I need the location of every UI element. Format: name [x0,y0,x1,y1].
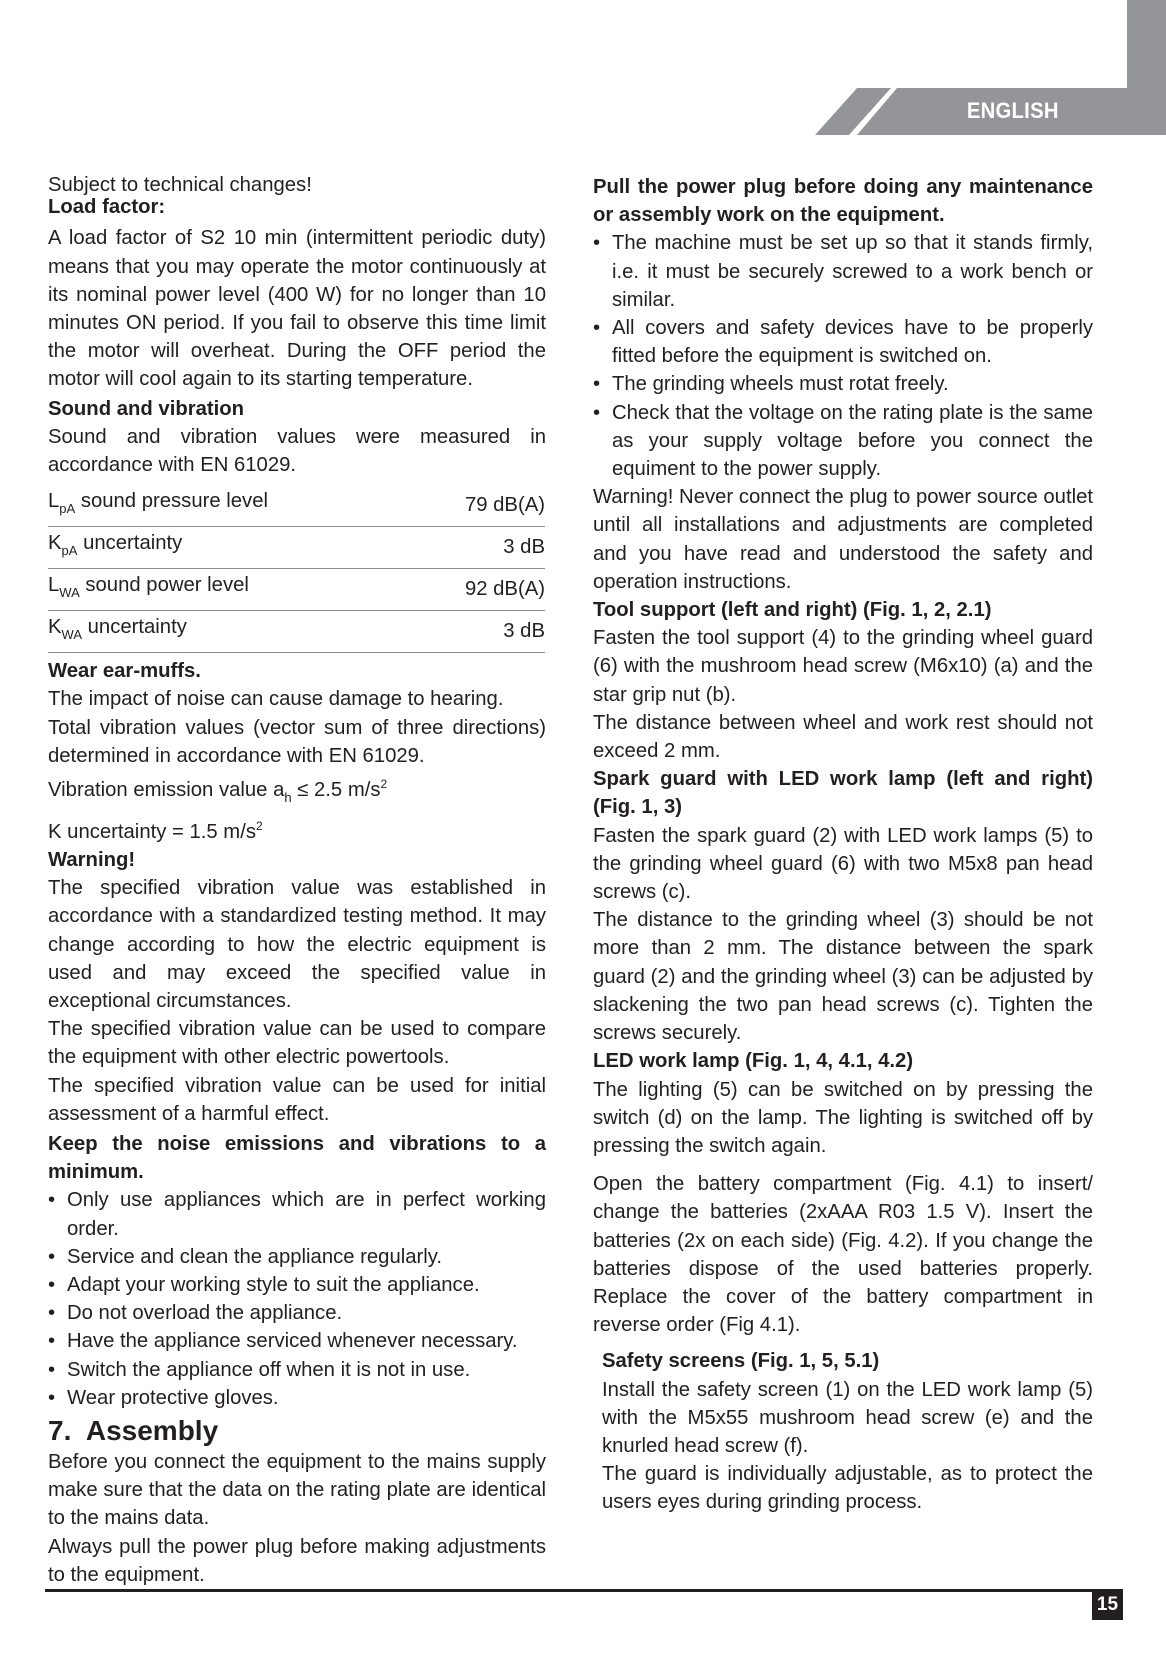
tool-support-p1: Fasten the tool support (4) to the grinding wheel guard (6) with the mushroom head screw (M6x10) (a) and the star grip nut (b). [593,627,1093,706]
led-lamp-p2: Open the battery compartment (Fig. 4.1) to insert/ change the batteries (2xAAA R03 1.5 V). Insert the batteries (2x on each side) (Fig. 4.2). If you change the batteries dispose of the used batteries properly. Replace the cover of the battery compartment in reverse order (Fig 4.1). [593,1173,1093,1337]
vib-value: ≤ 2.5 m/s [291,778,381,801]
list-item: • Do not overload the appliance. [48,1299,546,1327]
symbol: K [48,616,62,639]
vib-label: Vibration emission value a [48,778,285,801]
led-lamp-p1: The lighting (5) can be switched on by pressing the switch (d) on the lamp. The lighting is switched off by pressing the switch again. [593,1078,1093,1157]
subject-note: Subject to technical changes! [48,174,312,196]
vib-superscript: 2 [380,777,388,792]
power-warning: Warning! Never connect the plug to power source outlet until all installations and adjustments are completed and you have read and understood the safety and operation instructions. [593,486,1093,593]
row-value: 3 dB [412,527,545,569]
table-row [48,485,545,527]
warning-heading: Warning! [48,848,136,871]
minimize-list [48,1186,546,1412]
pull-plug-heading: Pull the power plug before doing any maintenance or assembly work on the equipment. [593,176,1093,227]
safety-screens-p2: The guard is individually adjustable, as to protect the users eyes during grinding process. [602,1463,1093,1514]
warning-p2: The specified vibration value can be used to compare the equipment with other electric powertools. [48,1018,546,1069]
minimize-heading: Keep the noise emissions and vibrations to a minimum. [48,1133,546,1184]
earmuffs-line2: Total vibration values (vector sum of three directions) determined in accordance with EN 61029. [48,716,546,767]
symbol: L [48,574,60,597]
table-row [48,569,545,611]
pull-plug-list [593,229,1093,483]
sound-vibration-heading: Sound and vibration [48,397,245,420]
language-label: ENGLISH [966,98,1059,123]
page-number: 15 [1092,1589,1123,1620]
list-item: • Wear protective gloves. [48,1384,546,1412]
earmuffs-heading: Wear ear-muffs. [48,660,201,683]
assembly-p1: Before you connect the equipment to the mains supply make sure that the data on the rating plate are identical to the mains data. [48,1451,546,1530]
symbol-subscript: WA [61,627,82,643]
row-label: sound power level [85,574,249,597]
list-item: • Switch the appliance off when it is not in use. [48,1356,546,1384]
load-factor-heading: Load factor: [48,196,166,219]
assembly-heading: 7. Assembly [48,1415,219,1447]
k-uncertainty [48,812,546,846]
k-label: K uncertainty = 1.5 m/s [48,820,256,843]
list-item: • Have the appliance serviced whenever necessary. [48,1327,546,1355]
sound-vibration-text: Sound and vibration values were measured in accordance with EN 61029. [48,425,546,477]
safety-screens-heading: Safety screens (Fig. 1, 5, 5.1) [602,1350,880,1373]
row-label: sound pressure level [80,490,268,513]
right-column [593,173,1093,1517]
spark-guard-p1: Fasten the spark guard (2) with LED work lamps (5) to the grinding wheel guard (6) with two M5x8 pan head screws (c). [593,824,1093,904]
list-item: • Check that the voltage on the rating plate is the same as your supply voltage before you connect the equiment to the power supply. [593,399,1093,484]
vibration-emission-value [48,770,546,812]
row-label: uncertainty [87,616,187,639]
spark-guard-p2: The distance to the grinding wheel (3) should be not more than 2 mm. The distance between the spark guard (2) and the grinding wheel (3) can be adjusted by slackening the two pan head screws (c). Tighten the screws securely. [593,909,1093,1045]
symbol: L [48,490,60,513]
row-value: 79 dB(A) [412,485,545,527]
left-column [48,171,546,1589]
assembly-p2: Always pull the power plug before making adjustments to the equipment. [48,1535,546,1586]
list-item: • Adapt your working style to suit the appliance. [48,1271,546,1299]
safety-screens-p1: Install the safety screen (1) on the LED work lamp (5) with the M5x55 mushroom head screw (e) and the knurled head screw (f). [602,1378,1093,1457]
warning-p3: The specified vibration value can be used for initial assessment of a harmful effect. [48,1074,546,1125]
row-value: 3 dB [412,611,545,653]
list-item: • The machine must be set up so that it stands firmly, i.e. it must be securely screwed to a work bench or similar. [593,229,1093,314]
symbol-subscript: pA [61,543,78,559]
list-item: • Service and clean the appliance regularly. [48,1243,546,1271]
symbol-subscript: pA [59,501,76,517]
k-superscript: 2 [255,819,263,834]
list-item: • Only use appliances which are in perfect working order. [48,1186,546,1242]
vib-subscript: h [284,789,292,805]
load-factor-text: A load factor of S2 10 min (intermittent periodic duty) means that you may operate the motor continuously at its nominal power level (400 W) for no longer than 10 minutes ON period. If you fail to observe this time limit the motor will overheat. During the OFF period the motor will cool again to its starting temperature. [48,227,546,391]
symbol-subscript: WA [59,585,80,601]
earmuffs-line1: The impact of noise can cause damage to hearing. [48,688,504,711]
table-row [48,611,545,653]
row-label: uncertainty [83,532,183,555]
sound-values-table [48,485,545,653]
led-lamp-heading: LED work lamp (Fig. 1, 4, 4.1, 4.2) [593,1050,914,1073]
symbol: K [48,532,62,555]
safety-screens-section [593,1347,1093,1516]
list-item: • The grinding wheels must rotat freely. [593,370,1093,398]
tool-support-p2: The distance between wheel and work rest should not exceed 2 mm. [593,711,1093,763]
row-value: 92 dB(A) [412,569,545,611]
spacer [593,1160,1093,1170]
list-item: • All covers and safety devices have to be properly fitted before the equipment is switched on. [593,314,1093,370]
table-row [48,527,545,569]
tool-support-heading: Tool support (left and right) (Fig. 1, 2, 2.1) [593,599,992,622]
spark-guard-heading: Spark guard with LED work lamp (left and right) (Fig. 1, 3) [593,768,1093,819]
footer-rule [45,1589,1093,1592]
warning-p1: The specified vibration value was established in accordance with a standardized testing method. It may change according to how the electric equipment is used and may exceed the specified value in exceptional circumstances. [48,877,546,1012]
